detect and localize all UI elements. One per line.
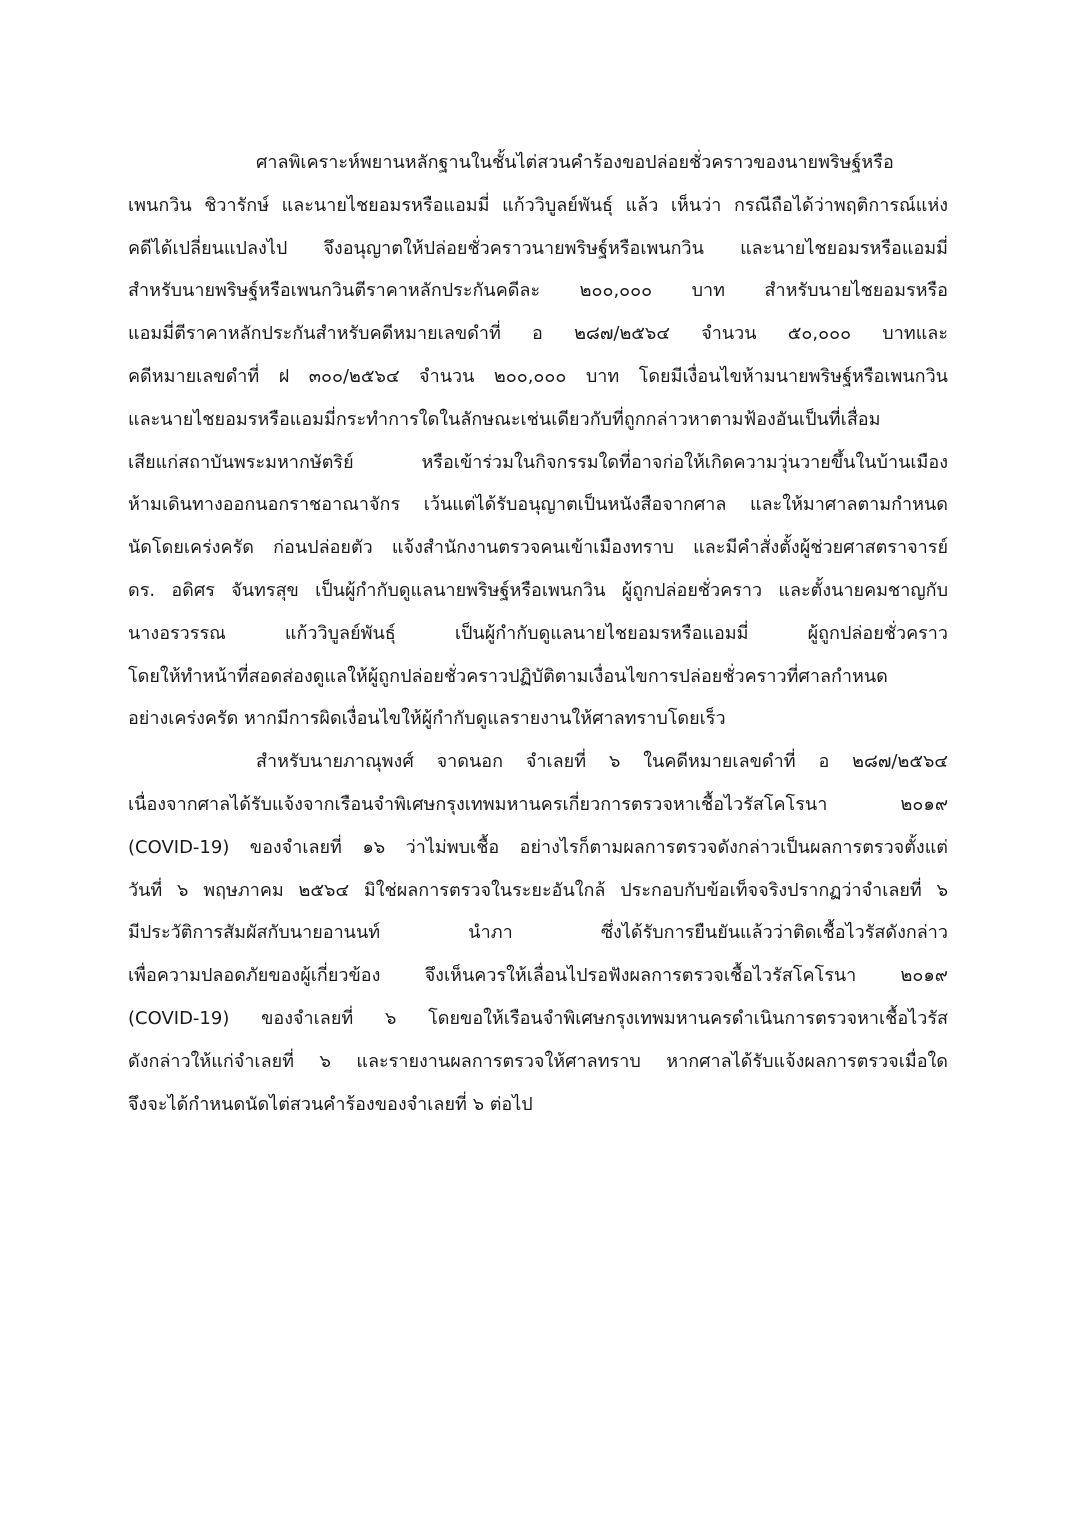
text-line: ห้ามเดินทางออกนอกราชอาณาจักร เว้นแต่ได้รับอนุญาตเป็นหนังสือจากศาล และให้มาศาลตามกำหนด [128,494,948,516]
text-line: ศาลพิเคราะห์พยานหลักฐานในชั้นไต่สวนคำร้องขอปล่อยชั่วคราวของนายพริษฐ์หรือ [256,152,894,173]
document-body [128,142,948,1126]
text-line: นัดโดยเคร่งครัด ก่อนปล่อยตัว แจ้งสำนักงานตรวจคนเข้าเมืองทราบ และมีคำสั่งตั้งผู้ช่วยศาสตราจารย์ [128,537,948,559]
text-line: อย่างเคร่งครัด หากมีการผิดเงื่อนไขให้ผู้กำกับดูแลรายงานให้ศาลทราบโดยเร็ว [128,708,726,730]
text-line: (COVID-19) ของจำเลยที่ ๑๖ ว่าไม่พบเชื้อ อย่างไรก็ตามผลการตรวจดังกล่าวเป็นผลการตรวจตั้งแต่ [128,836,948,858]
text-line: โดยให้ทำหน้าที่สอดส่องดูแลให้ผู้ถูกปล่อยชั่วคราวปฏิบัติตามเงื่อนไขการปล่อยชั่วคราวที่ศาลกำหนด [128,665,888,687]
text-line: จึงจะได้กำหนดนัดไต่สวนคำร้องของจำเลยที่ ๖ ต่อไป [128,1093,533,1115]
text-line: ดังกล่าวให้แก่จำเลยที่ ๖ และรายงานผลการตรวจให้ศาลทราบ หากศาลได้รับแจ้งผลการตรวจเมื่อใด [128,1050,948,1072]
text-line: มีประวัติการสัมผัสกับนายอานนท์ นำภา ซึ่งได้รับการยืนยันแล้วว่าติดเชื้อไวรัสดังกล่าว [128,922,948,944]
text-line: วันที่ ๖ พฤษภาคม ๒๕๖๔ มิใช่ผลการตรวจในระยะอันใกล้ ประกอบกับข้อเท็จจริงปรากฏว่าจำเลยที่ ๖ [128,879,948,901]
text-line: เพื่อความปลอดภัยของผู้เกี่ยวข้อง จึงเห็นควรให้เลื่อนไปรอฟังผลการตรวจเชื้อไวรัสโคโรนา ๒๐๑๙ [128,965,948,987]
text-line: เพนกวิน ชิวารักษ์ และนายไชยอมรหรือแอมมี่ แก้ววิบูลย์พันธุ์ แล้ว เห็นว่า กรณีถือได้ว่าพฤติการณ์แห่ง [128,194,948,216]
text-line: แอมมี่ตีราคาหลักประกันสำหรับคดีหมายเลขดำที่ อ ๒๘๗/๒๕๖๔ จำนวน ๕๐,๐๐๐ บาทและ [128,323,948,345]
text-line: สำหรับนายพริษฐ์หรือเพนกวินตีราคาหลักประกันคดีละ ๒๐๐,๐๐๐ บาท สำหรับนายไชยอมรหรือ [128,280,948,302]
paragraph-defendant-six [128,741,948,1126]
paragraph-court-decision [128,142,948,741]
text-line: เนื่องจากศาลได้รับแจ้งจากเรือนจำพิเศษกรุงเทพมหานครเกี่ยวการตรวจหาเชื้อไวรัสโคโรนา ๒๐๑๙ [128,793,948,815]
text-line: (COVID-19) ของจำเลยที่ ๖ โดยขอให้เรือนจำพิเศษกรุงเทพมหานครดำเนินการตรวจหาเชื้อไวรัส [128,1007,948,1029]
text-line: ดร. อดิศร จันทรสุข เป็นผู้กำกับดูแลนายพริษฐ์หรือเพนกวิน ผู้ถูกปล่อยชั่วคราว และตั้งนายคมชาญกับ [128,579,948,601]
text-line: คดีหมายเลขดำที่ ฝ ๓๐๐/๒๕๖๔ จำนวน ๒๐๐,๐๐๐ บาท โดยมีเงื่อนไขห้ามนายพริษฐ์หรือเพนกวิน [128,365,948,387]
text-line: คดีได้เปลี่ยนแปลงไป จึงอนุญาตให้ปล่อยชั่วคราวนายพริษฐ์หรือเพนกวิน และนายไชยอมรหรือแอมมี่ [128,237,948,259]
text-line: เสียแก่สถาบันพระมหากษัตริย์ หรือเข้าร่วมในกิจกรรมใดที่อาจก่อให้เกิดความวุ่นวายขึ้นในบ้านเมือง [128,451,948,473]
text-line: และนายไชยอมรหรือแอมมี่กระทำการใดในลักษณะเช่นเดียวกับที่ถูกกล่าวหาตามฟ้องอันเป็นที่เสื่อม [128,408,881,430]
text-line: สำหรับนายภาณุพงศ์ จาดนอก จำเลยที่ ๖ ในคดีหมายเลขดำที่ อ ๒๘๗/๒๕๖๔ [256,751,948,773]
text-line: นางอรวรรณ แก้ววิบูลย์พันธุ์ เป็นผู้กำกับดูแลนายไชยอมรหรือแอมมี่ ผู้ถูกปล่อยชั่วคราว [128,622,948,644]
